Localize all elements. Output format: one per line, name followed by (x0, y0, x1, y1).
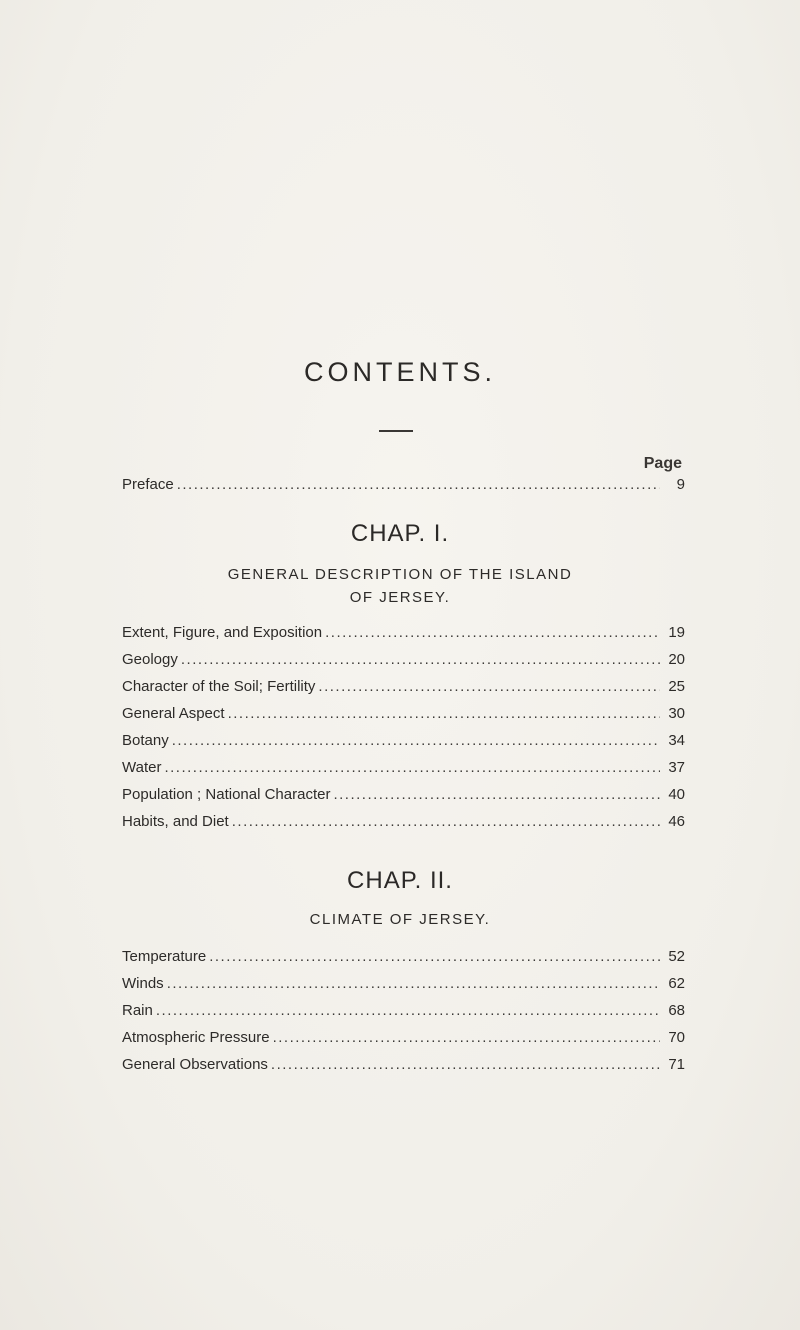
toc-entry-page: 20 (668, 651, 685, 668)
toc-entry-label: Atmospheric Pressure (122, 1029, 270, 1046)
toc-entry (122, 705, 685, 727)
toc-entry-preface (122, 476, 685, 498)
toc-entry-label: Character of the Soil; Fertility (122, 678, 316, 695)
leader-dots (181, 651, 660, 668)
chapter-1-subtitle-line2: OF JERSEY. (349, 589, 451, 606)
toc-entry (122, 1056, 685, 1078)
toc-entry-label: Water (122, 759, 162, 776)
toc-entry-page: 30 (668, 705, 685, 722)
toc-entry-label: General Aspect (122, 705, 225, 722)
chapter-2-heading: CHAP. II. (347, 867, 453, 894)
leader-dots (228, 705, 660, 722)
toc-entry (122, 948, 685, 970)
chapter-1-heading: CHAP. I. (350, 520, 450, 547)
leader-dots (232, 813, 660, 830)
toc-entry-page: 71 (668, 1056, 685, 1073)
toc-entry-page: 40 (668, 786, 685, 803)
toc-entry-label: Preface (122, 476, 174, 493)
toc-entry (122, 678, 685, 700)
toc-entry-page: 37 (668, 759, 685, 776)
leader-dots (333, 786, 660, 803)
page-title: CONTENTS. (303, 357, 496, 387)
toc-entry-label: Habits, and Diet (122, 813, 229, 830)
toc-entry (122, 1002, 685, 1024)
toc-entry-label: Rain (122, 1002, 153, 1019)
toc-entry (122, 732, 685, 754)
toc-entry (122, 651, 685, 673)
toc-entry-page: 68 (668, 1002, 685, 1019)
toc-entry-page: 70 (668, 1029, 685, 1046)
leader-dots (325, 624, 660, 641)
leader-dots (177, 476, 660, 493)
toc-entry-page: 52 (668, 948, 685, 965)
toc-entry-page: 25 (668, 678, 685, 695)
toc-entry-page: 46 (668, 813, 685, 830)
title-rule (379, 430, 413, 432)
toc-entry-page: 34 (668, 732, 685, 749)
leader-dots (167, 975, 660, 992)
leader-dots (172, 732, 660, 749)
toc-entry (122, 813, 685, 835)
toc-entry-page: 9 (676, 476, 685, 493)
chapter-2-subtitle: CLIMATE OF JERSEY. (309, 911, 491, 928)
toc-entry-label: Extent, Figure, and Exposition (122, 624, 323, 641)
toc-entry (122, 975, 685, 997)
chapter-1-subtitle-line1: GENERAL DESCRIPTION OF THE ISLAND (227, 566, 573, 583)
toc-entry-label: Winds (122, 975, 164, 992)
toc-entry (122, 759, 685, 781)
leader-dots (273, 1029, 660, 1046)
toc-entry-page: 19 (668, 624, 685, 641)
toc-entry (122, 1029, 685, 1051)
toc-entry-label: General Observations (122, 1056, 268, 1073)
leader-dots (156, 1002, 660, 1019)
toc-entry-label: Botany (122, 732, 169, 749)
toc-entry-label: Population ; National Character (122, 786, 331, 803)
toc-entry (122, 786, 685, 808)
leader-dots (164, 759, 660, 776)
leader-dots (318, 678, 660, 695)
toc-entry-label: Temperature (122, 948, 207, 965)
toc-entry (122, 624, 685, 646)
toc-entry-page: 62 (668, 975, 685, 992)
leader-dots (271, 1056, 660, 1073)
leader-dots (209, 948, 660, 965)
page-column-header: Page (643, 455, 682, 472)
toc-entry-label: Geology (122, 651, 178, 668)
